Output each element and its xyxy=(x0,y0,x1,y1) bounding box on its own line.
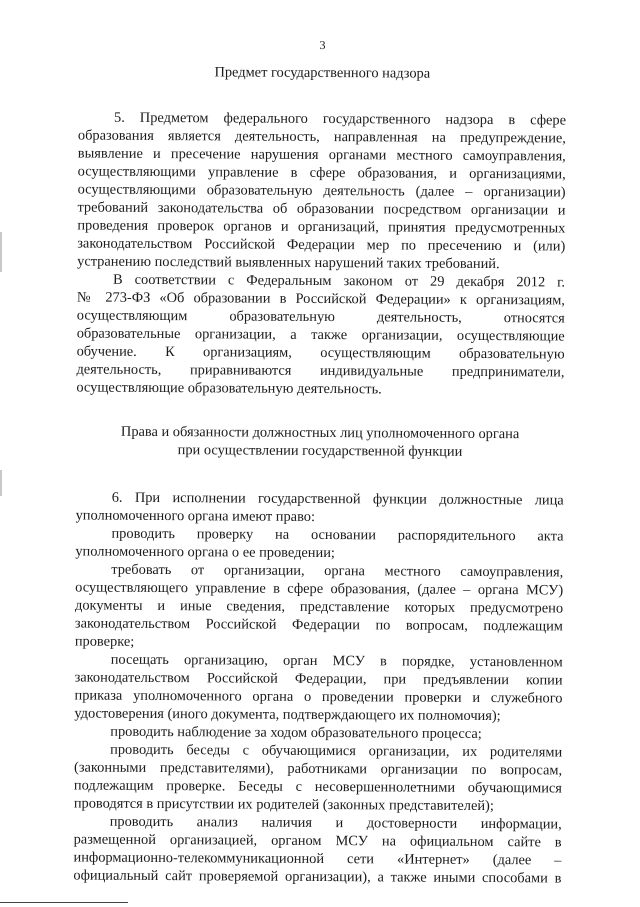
text-line: осуществляющими образовательную деятельность (далее – организации) xyxy=(77,181,566,201)
text-line: документы и иные сведения, представление которых предусмотрено xyxy=(75,597,564,617)
text-line: 6. При исполнении государственной функции должностные лица xyxy=(111,489,564,509)
text-line: законодательством Российской Федерации по вопросам, подлежащим xyxy=(74,615,563,635)
text-line: удостоверения (иного документа, подтверждающего их полномочия); xyxy=(74,705,501,725)
right-request-documents xyxy=(75,561,564,654)
text-line: выявление и пресечение нарушения органами местного самоуправления, xyxy=(77,145,566,165)
text-line: приказа уполномоченного органа о проведении проверки и служебного xyxy=(74,687,563,707)
text-line: проводить беседы с обучающимися организации, их родителями xyxy=(110,741,563,761)
text-line: устранению последствий выявленных нарушений таких требований. xyxy=(77,253,500,273)
text-line: информационно-телекоммуникационной сети «Интернет» (далее – xyxy=(73,849,562,869)
text-line: официальный сайт проверяемой организации), а также иными способами в xyxy=(73,867,562,887)
right-visit-organization xyxy=(74,651,562,726)
scan-edge-mark xyxy=(0,232,2,272)
text-line: деятельность, приравниваются индивидуальные предприниматели, xyxy=(76,361,565,381)
section-heading-rights xyxy=(76,423,564,462)
right-hold-conversations xyxy=(74,741,562,816)
text-line: законодательством Российской Федерации мер по пресечению и (или) xyxy=(77,235,566,255)
text-line: проведения проверок органов и организаций, принятия предусмотренных xyxy=(77,217,566,237)
right-conduct-inspection xyxy=(75,525,563,564)
scan-edge-mark xyxy=(0,470,2,496)
section-heading-subject: Предмет государственного надзора xyxy=(214,64,431,82)
text-line: (законными представителями), работниками организации по вопросам, xyxy=(74,759,563,779)
text-line: осуществляющие образовательную деятельность. xyxy=(76,379,382,398)
section-heading-rights-line: при осуществлении государственной функции xyxy=(177,442,463,460)
text-line: проводить анализ наличия и достоверности информации, xyxy=(109,813,562,833)
text-line: осуществляющего управление в сфере образования, (далее – органа МСУ) xyxy=(75,579,564,599)
section-heading-rights-line: Права и обязанности должностных лиц уполномоченного органа xyxy=(120,423,520,443)
text-line: осуществляющими управление в сфере образования, и организациями, xyxy=(77,163,566,183)
text-line: требований законодательства об образовании посредством организации и xyxy=(77,199,566,219)
paragraph-6 xyxy=(76,489,564,528)
text-line: № 273-ФЗ «Об образовании в Российской Федерации» к организациям, xyxy=(76,289,565,309)
text-line: посещать организацию, орган МСУ в порядке, установленном xyxy=(110,651,563,671)
text-line: В соответствии с Федеральным законом от 29 декабря 2012 г. xyxy=(113,271,566,291)
paragraph-law-reference xyxy=(76,271,565,400)
text-line: проверке; xyxy=(74,633,135,650)
text-line: размещенной организацией, органом МСУ на официальном сайте в xyxy=(73,831,562,851)
text-line: образовательные организации, а также организации, осуществляющие xyxy=(76,325,565,345)
document-body xyxy=(73,63,566,888)
text-line: требовать от организации, органа местного самоуправления, xyxy=(111,561,564,581)
text-line: обучение. К организациям, осуществляющим образовательную xyxy=(76,343,565,363)
text-line: осуществляющим образовательную деятельность, относятся xyxy=(76,307,565,327)
text-line: проводятся в присутствии их родителей (законных представителей); xyxy=(73,795,494,815)
text-line: проводить наблюдение за ходом образовательного процесса; xyxy=(110,723,482,742)
text-line: уполномоченного органа о ее проведении; xyxy=(75,543,335,562)
paragraph-5 xyxy=(77,109,566,274)
text-line: подлежащим проверке. Беседы с несовершеннолетними обучающимися xyxy=(73,777,563,797)
text-line: проводить проверку на основании распорядительного акта xyxy=(111,525,564,545)
page-number: 3 xyxy=(319,37,326,53)
text-line: уполномоченного органа имеют право: xyxy=(75,507,316,525)
right-analyze-information xyxy=(73,813,561,888)
text-line: законодательством Российской Федерации, при предъявлении копии xyxy=(74,669,563,689)
text-line: 5. Предметом федерального государственного надзора в сфере xyxy=(113,109,567,129)
text-line: образования является деятельность, направленная на предупреждение, xyxy=(77,127,566,147)
scan-bottom-rule xyxy=(0,902,128,903)
